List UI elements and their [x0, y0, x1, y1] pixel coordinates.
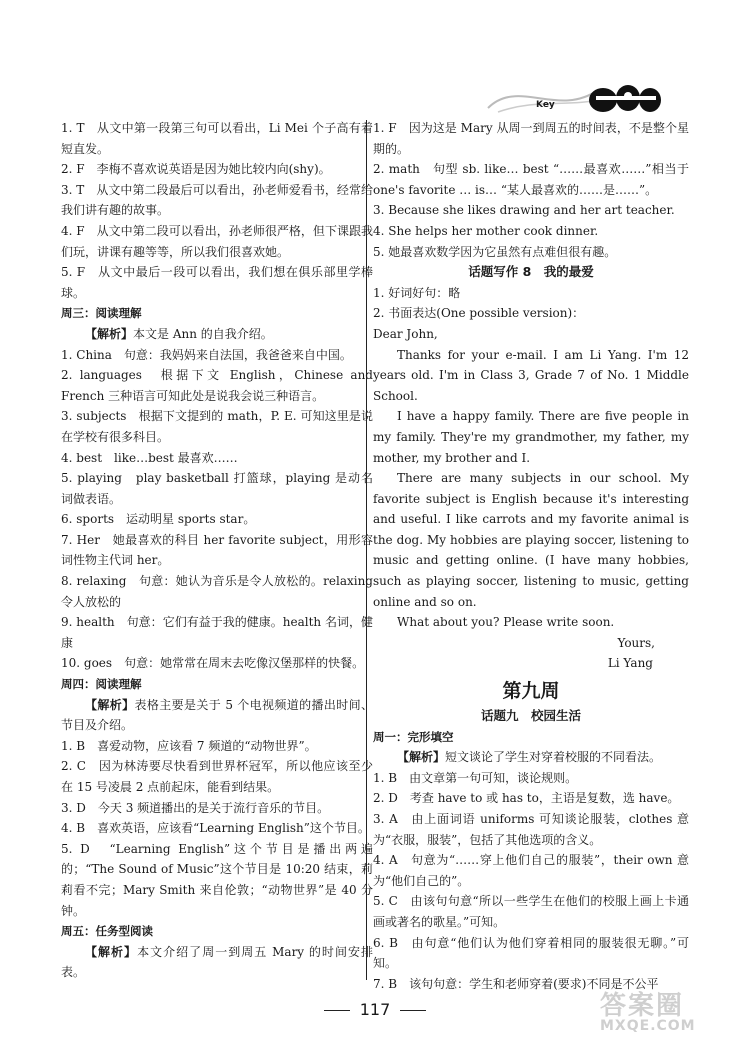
answer-item: 2. D 考查 have to 或 has to，主语是复数，选 have。 — [373, 791, 680, 806]
answer-item: 2. C 因为林涛要尽快看到世界杯冠军，所以他应该至少在 15 号凌晨 2 点前起床，能看到结果。 — [61, 759, 373, 794]
answer-item: 4. B 喜欢英语，应该看“Learning English”这个节目。 — [61, 821, 370, 836]
letter-paragraph: There are many subjects in our school. My favorite subject is English because it's interesting and useful. I like carrots and my favorite animal is the dog. My hobbies are playing soccer, listening to music and getting online. (I have many hobbies, such as playing soccer, listening to music, getting online and so on. — [373, 471, 689, 609]
watermark — [600, 985, 740, 1040]
section-heading: 周三：阅读理解 — [61, 306, 142, 321]
section-heading: 周一：完形填空 — [373, 729, 454, 744]
answer-item: 6. sports 运动明星 sports star。 — [61, 512, 256, 527]
answer-item: 2. languages 根据下文 English，Chinese and French 三种语言可知此处是说我会说三种语言。 — [61, 368, 373, 403]
answer-item: 1. B 由文章第一句可知，谈论规则。 — [373, 770, 578, 785]
answer-item: 7. Her 她最喜欢的科目 her favorite subject，用形容词性物主代词 her。 — [61, 532, 373, 568]
swirl-logo-icon — [478, 68, 668, 120]
answer-item: 3. Because she likes drawing and her art teacher. — [373, 203, 675, 218]
answer-item: 7. B 该句句意：学生和老师穿着(要求)不同是不公平 — [373, 976, 659, 991]
key-label: Key — [536, 100, 555, 110]
answer-item: 3. D 今天 3 频道播出的是关于流行音乐的节目。 — [61, 800, 330, 815]
answer-item: 8. relaxing 句意：她认为音乐是令人放松的。relaxing 令人放松的 — [61, 574, 373, 609]
answer-item: 3. T 从文中第二段最后可以看出，孙老师爱看书，经常给我们讲有趣的故事。 — [61, 182, 373, 218]
answer-item: 3. subjects 根据下文提到的 math，P. E. 可知这里是说在学校有很多科目。 — [61, 409, 373, 444]
answer-item: 4. best like…best 最喜欢…… — [61, 450, 238, 465]
analysis: 【解析】本文介绍了周一到周五 Mary 的时间安排表。 — [61, 944, 373, 980]
section-heading: 周四：阅读理解 — [61, 677, 142, 692]
answer-item: 4. F 从文中第二段可以看出，孙老师很严格，但下课跟我们玩，讲课有趣等等，所以我们很喜欢她。 — [61, 223, 373, 259]
header-logo — [478, 68, 668, 120]
answer-item: 5. playing play basketball 打篮球，playing 是动名词做表语。 — [61, 471, 373, 506]
answer-item: 5. F 从文中最后一段可以看出，我们想在俱乐部里学棒球。 — [61, 265, 373, 300]
letter-signature: Li Yang — [607, 656, 653, 671]
answer-item: 4. She helps her mother cook dinner. — [373, 223, 599, 238]
answer-item: 1. 好词好句：略 — [373, 285, 461, 300]
topic-heading: 话题九 校园生活 — [480, 708, 581, 724]
page-number: 117 — [0, 1000, 750, 1019]
section-heading: 周五：任务型阅读 — [61, 924, 153, 939]
left-column — [61, 118, 373, 983]
answer-item: 2. math 句型 sb. like… best “……最喜欢……”相当于 one's favorite … is… “某人最喜欢的……是……”。 — [373, 162, 689, 197]
topic-heading: 话题写作 8 我的最爱 — [468, 264, 594, 280]
answer-item: 2. 书面表达(One possible version)： — [373, 306, 585, 321]
letter-closing: Yours, — [617, 635, 655, 650]
answer-item: 2. F 李梅不喜欢说英语是因为她比较内向(shy)。 — [61, 162, 331, 177]
letter-paragraph: Thanks for your e-mail. I am Li Yang. I'm 12 years old. I'm in Class 3, Grade 7 of No. 1 Middle School. — [373, 347, 689, 403]
analysis: 【解析】本文是 Ann 的自我介绍。 — [85, 326, 273, 341]
answer-item: 1. B 喜爱动物，应该看 7 频道的“动物世界”。 — [61, 738, 317, 753]
analysis: 【解析】短文谈论了学生对穿着校服的不同看法。 — [397, 750, 662, 765]
answer-item: 6. B 由句意“他们认为他们穿着相同的服装很无聊。”可知。 — [373, 935, 689, 971]
answer-item: 10. goes 句意：她常常在周末去吃像汉堡那样的快餐。 — [61, 656, 365, 671]
letter-paragraph: What about you? Please write soon. — [397, 615, 615, 630]
watermark-line: 答案圈 — [600, 991, 685, 1021]
answer-item: 4. A 句意为“……穿上他们自己的服装”，their own 意为“他们自己的”。 — [373, 853, 689, 888]
answer-item: 1. T 从文中第一段第三句可以看出，Li Mei 个子高有着短直发。 — [61, 121, 373, 156]
letter-paragraph: I have a happy family. There are five people in my family. They're my grandmother, my father, my mother, my brother and I. — [373, 409, 689, 465]
answer-item: 1. China 句意：我妈妈来自法国，我爸爸来自中国。 — [61, 347, 352, 362]
answer-item: 1. F 因为这是 Mary 从周一到周五的时间表，不是整个星期的。 — [373, 121, 689, 156]
analysis: 【解析】表格主要是关于 5 个电视频道的播出时间、节目及介绍。 — [61, 697, 373, 733]
right-column — [373, 118, 689, 994]
answer-item: 5. 她最喜欢数学因为它虽然有点难但很有趣。 — [373, 244, 617, 259]
answer-item: 3. A 由上面词语 uniforms 可知谈论服装，clothes 意为“衣服，服装”，包括了其他选项的含义。 — [373, 812, 689, 847]
answer-item: 5. C 由该句句意“所以一些学生在他们的校服上画上卡通画或著名的歌星。”可知。 — [373, 894, 689, 929]
week-heading: 第九周 — [502, 680, 560, 703]
answer-item: 9. health 句意：它们有益于我的健康。health 名词，健康 — [61, 615, 373, 650]
letter-salutation: Dear John, — [373, 326, 438, 341]
answer-item: 5. D “Learning English”这个节目是播出两遍的；“The Sound of Music”这个节目是 10:20 结束，莉莉看不完；Mary Smith 来自伦敦；“动物世界”是 40 分钟。 — [61, 841, 373, 918]
watermark-line: MXQE.COM — [600, 1018, 696, 1034]
